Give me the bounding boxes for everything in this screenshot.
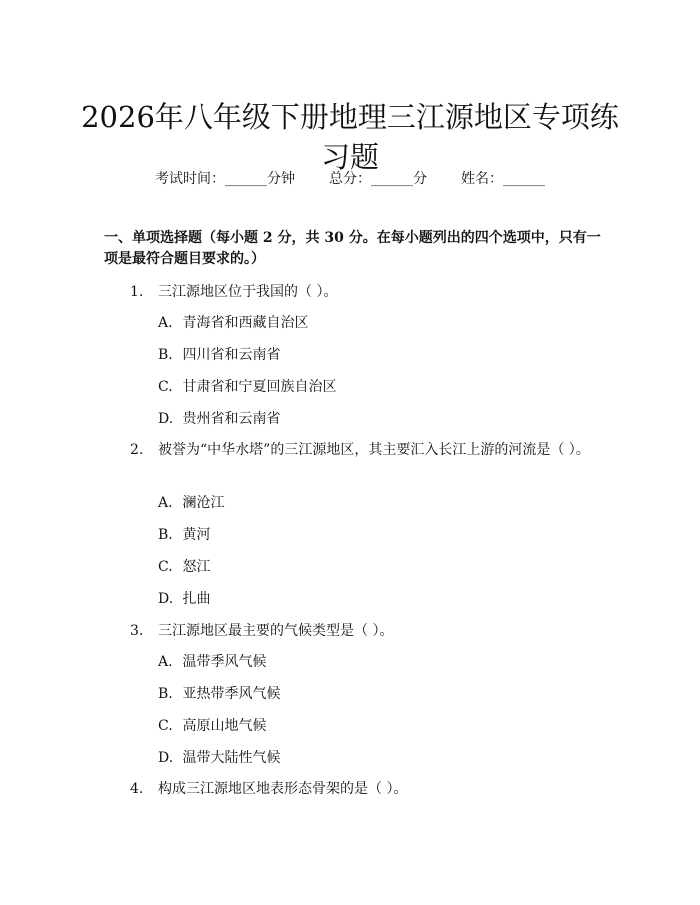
question-2-option-c: C. 怒江 bbox=[158, 559, 211, 575]
question-2-option-d: D. 扎曲 bbox=[158, 591, 211, 607]
exam-time-field: 考试时间：______分钟 bbox=[155, 171, 295, 187]
question-number: 3. bbox=[130, 623, 144, 639]
question-3-option-b: B. 亚热带季风气候 bbox=[158, 686, 281, 702]
question-number: 2. bbox=[130, 442, 144, 458]
question-1-option-d: D. 贵州省和云南省 bbox=[158, 411, 281, 427]
question-text: 被誉为“中华水塔”的三江源地区，其主要汇入长江上游的河流是（ ）。 bbox=[158, 442, 590, 458]
question-text: 三江源地区最主要的气候类型是（ ）。 bbox=[158, 623, 394, 639]
question-number: 4. bbox=[130, 781, 144, 797]
question-text: 三江源地区位于我国的（ ）。 bbox=[158, 284, 338, 300]
page-title: 2026年八年级下册地理三江源地区专项练习题 bbox=[81, 100, 619, 175]
question-2-option-a: A. 澜沧江 bbox=[158, 495, 225, 511]
question-3-option-d: D. 温带大陆性气候 bbox=[158, 750, 281, 766]
question-1-option-a: A. 青海省和西藏自治区 bbox=[158, 315, 309, 331]
question-1-option-c: C. 甘肃省和宁夏回族自治区 bbox=[158, 379, 337, 395]
question-3 bbox=[104, 620, 602, 642]
question-1-option-b: B. 四川省和云南省 bbox=[158, 347, 281, 363]
exam-info-line bbox=[0, 168, 700, 188]
question-4 bbox=[104, 778, 602, 800]
question-2 bbox=[104, 439, 602, 461]
section-heading: 一、单项选择题（每小题 2 分，共 30 分。在每小题列出的四个选项中，只有一项是最符合题目要求的。） bbox=[104, 230, 601, 267]
question-2-option-b: B. 黄河 bbox=[158, 527, 211, 543]
student-name-field: 姓名：______ bbox=[461, 171, 545, 187]
question-number: 1. bbox=[130, 284, 144, 300]
question-3-option-c: C. 高原山地气候 bbox=[158, 718, 267, 734]
question-3-option-a: A. 温带季风气候 bbox=[158, 654, 267, 670]
total-score-field: 总分：______分 bbox=[329, 171, 427, 187]
question-text: 构成三江源地区地表形态骨架的是（ ）。 bbox=[158, 781, 408, 797]
question-1 bbox=[104, 281, 602, 303]
